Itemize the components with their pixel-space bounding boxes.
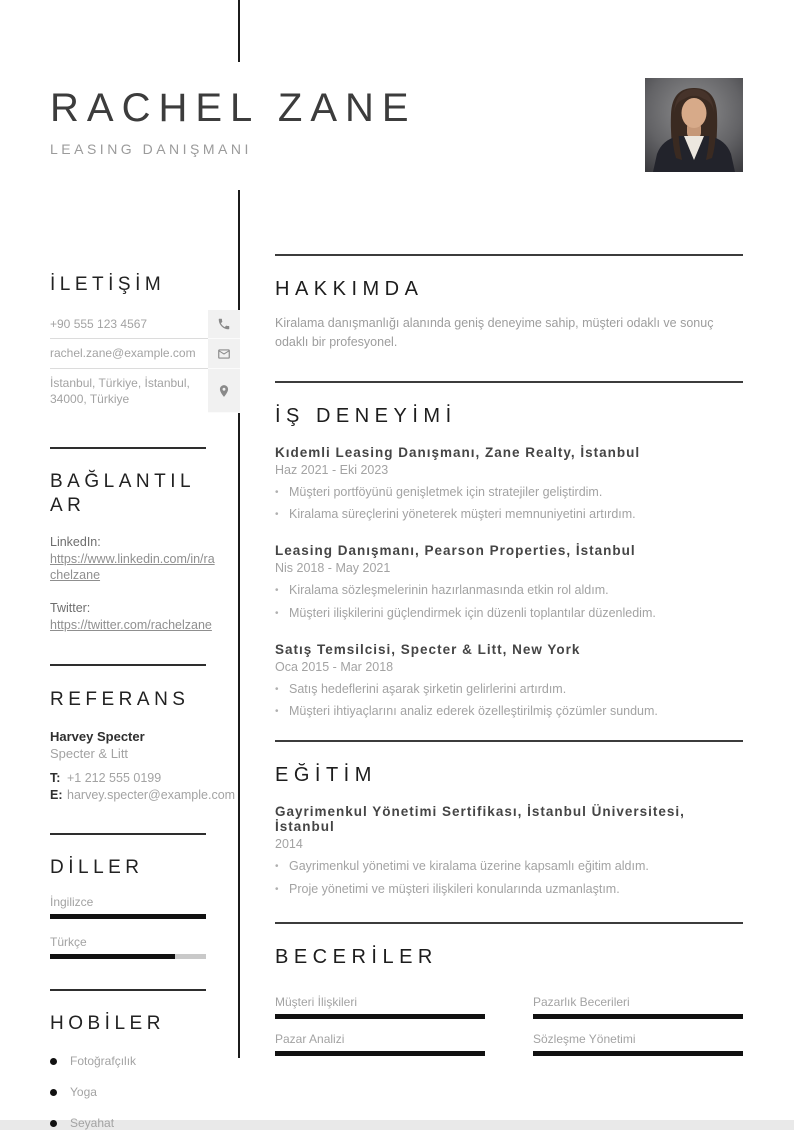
skill-name: Pazar Analizi [275,1031,345,1046]
reference-email-label: E: [50,787,63,802]
bullet-glyph: • [275,861,279,873]
phone-icon [208,310,240,340]
education-section-rule [275,740,743,742]
bullet-dot-icon [50,1120,57,1127]
bullet-item [275,681,743,697]
reference-section-rule [50,664,206,666]
linkedin-label: LinkedIn: [50,534,101,549]
links-heading: BAĞLANTILAR [50,471,196,516]
language-bar-track [50,954,206,959]
job-title: Satış Temsilcisi, Specter & Litt, New York [275,641,581,657]
hobby-label: Fotoğrafçılık [70,1054,137,1068]
about-section-rule [275,254,743,256]
job-entry [275,642,743,720]
job-entry [275,543,743,621]
skill-item [275,1032,485,1056]
bullet-item [275,506,743,522]
bullet-item [275,858,743,874]
skill-bar-fill [275,1014,485,1019]
bullet-text: Müşteri ihtiyaçlarını analiz ederek özelleştirilmiş çözümler sundum. [289,704,658,718]
experience-heading: İŞ DENEYİMİ [275,404,457,427]
bullet-item [275,881,743,897]
person-job-title: LEASING DANIŞMANI [50,141,252,157]
about-text: Kiralama danışmanlığı alanında geniş deneyime sahip, müşteri odaklı ve sonuç odaklı bir profesyonel. [275,316,714,350]
language-item-english [50,895,206,919]
skills-heading: BECERİLER [275,945,438,968]
contact-email: rachel.zane@example.com [50,339,208,369]
education-bullets [275,858,743,897]
bullet-text: Satış hedeflerini aşarak şirketin gelirlerini artırdım. [289,681,567,696]
skill-bar-track [275,1051,485,1056]
reference-email-line [50,787,240,804]
reference-email: harvey.specter@example.com [67,787,236,802]
job-entry [275,445,743,523]
contact-row-email [50,339,240,369]
reference-phone-line [50,770,240,787]
reference-phone-label: T: [50,770,61,785]
job-title: Kıdemli Leasing Danışmanı, Zane Realty, İstanbul [275,444,641,460]
about-heading: HAKKIMDA [275,278,424,300]
linkedin-link[interactable]: https://www.linkedin.com/in/rachelzane [50,551,215,583]
skill-bar-fill [533,1014,743,1019]
job-title: Leasing Danışmanı, Pearson Properties, İstanbul [275,543,636,559]
contact-row-address [50,369,240,413]
hobbies-section-rule [50,989,206,991]
reference-name: Harvey Specter [50,728,145,744]
contact-address: İstanbul, Türkiye, İstanbul, 34000, Türkiye [50,375,190,406]
reference-contact [50,770,240,804]
contact-list [50,310,240,413]
bullet-item [275,703,743,719]
education-heading: EĞİTİM [275,764,377,787]
skills-section-rule [275,922,743,924]
job-bullets [275,582,743,621]
links-section-rule [50,447,206,449]
reference-company: Specter & Litt [50,745,129,761]
education-dates: 2014 [275,837,303,852]
reference-phone: +1 212 555 0199 [67,770,162,785]
bullet-text: Proje yönetimi ve müşteri ilişkileri konularında uzmanlaştım. [289,881,620,896]
bullet-glyph: • [275,883,279,895]
skill-name: Müşteri İlişkileri [275,994,358,1009]
bullet-glyph: • [275,486,279,498]
bullet-text: Gayrimenkul yönetimi ve kiralama üzerine kapsamlı eğitim aldım. [289,859,649,874]
skill-bar-fill [275,1051,485,1056]
skill-bar-track [533,1014,743,1019]
skill-item [275,995,485,1019]
job-dates: Haz 2021 - Eki 2023 [275,462,389,477]
skill-bar-fill [533,1051,743,1056]
contact-row-phone [50,310,240,340]
hobbies-heading: HOBİLER [50,1013,165,1035]
bullet-text: Müşteri ilişkilerini güçlendirmek için düzenli toplantılar düzenledim. [289,605,656,620]
bullet-glyph: • [275,509,279,520]
contact-phone: +90 555 123 4567 [50,310,208,340]
header [50,86,610,157]
twitter-link[interactable]: https://twitter.com/rachelzane [50,618,212,633]
reference-heading: REFERANS [50,689,190,710]
bullet-text: Müşteri portföyünü genişletmek için stratejiler geliştirdim. [289,484,603,499]
skill-bar-track [533,1051,743,1056]
twitter-label: Twitter: [50,601,91,616]
skill-item [533,1032,743,1056]
bullet-glyph: • [275,607,279,619]
hobby-item [50,1085,240,1099]
language-bar-fill [50,954,175,959]
bullet-glyph: • [275,683,279,695]
bullet-glyph: • [275,706,279,717]
bullet-text: Kiralama sözleşmelerinin hazırlanmasında etkin rol aldım. [289,583,609,598]
skill-bar-track [275,1014,485,1019]
experience-section-rule [275,381,743,383]
hobby-item [50,1054,240,1068]
bullet-item [275,582,743,598]
location-pin-icon [208,369,240,413]
language-item-turkish [50,935,206,959]
bullet-item [275,484,743,500]
languages-heading: DİLLER [50,856,144,878]
job-bullets [275,681,743,720]
job-dates: Nis 2018 - May 2021 [275,561,391,576]
link-item-twitter [50,600,240,634]
bullet-item [275,605,743,621]
skill-item [533,995,743,1019]
person-name: RACHEL ZANE [50,86,417,130]
bullet-text: Kiralama süreçlerini yöneterek müşteri memnuniyetini artırdım. [289,507,636,521]
languages-section-rule [50,833,206,835]
skills-grid [275,995,743,1056]
bullet-glyph: • [275,585,279,597]
language-name: İngilizce [50,895,94,910]
hobby-label: Yoga [70,1085,97,1099]
envelope-icon [208,339,240,369]
profile-photo-graphic [645,78,743,172]
job-bullets [275,484,743,523]
link-item-linkedin [50,534,240,585]
sidebar [50,253,240,1130]
language-bar-fill [50,914,206,919]
vertical-divider-top [238,0,240,62]
language-bar-track [50,914,206,919]
education-title: Gayrimenkul Yönetimi Sertifikası, İstanbul Üniversitesi, İstanbul [275,804,685,835]
language-name: Türkçe [50,935,87,950]
profile-photo [645,78,743,172]
education-entry [275,804,743,897]
main-column [275,245,743,1056]
contact-heading: İLETİŞİM [50,274,166,295]
skill-name: Pazarlık Becerileri [533,994,630,1009]
job-dates: Oca 2015 - Mar 2018 [275,659,394,674]
hobby-item [50,1116,240,1130]
bullet-dot-icon [50,1058,57,1065]
skill-name: Sözleşme Yönetimi [533,1031,636,1046]
bullet-dot-icon [50,1089,57,1096]
hobby-label: Seyahat [70,1116,115,1130]
